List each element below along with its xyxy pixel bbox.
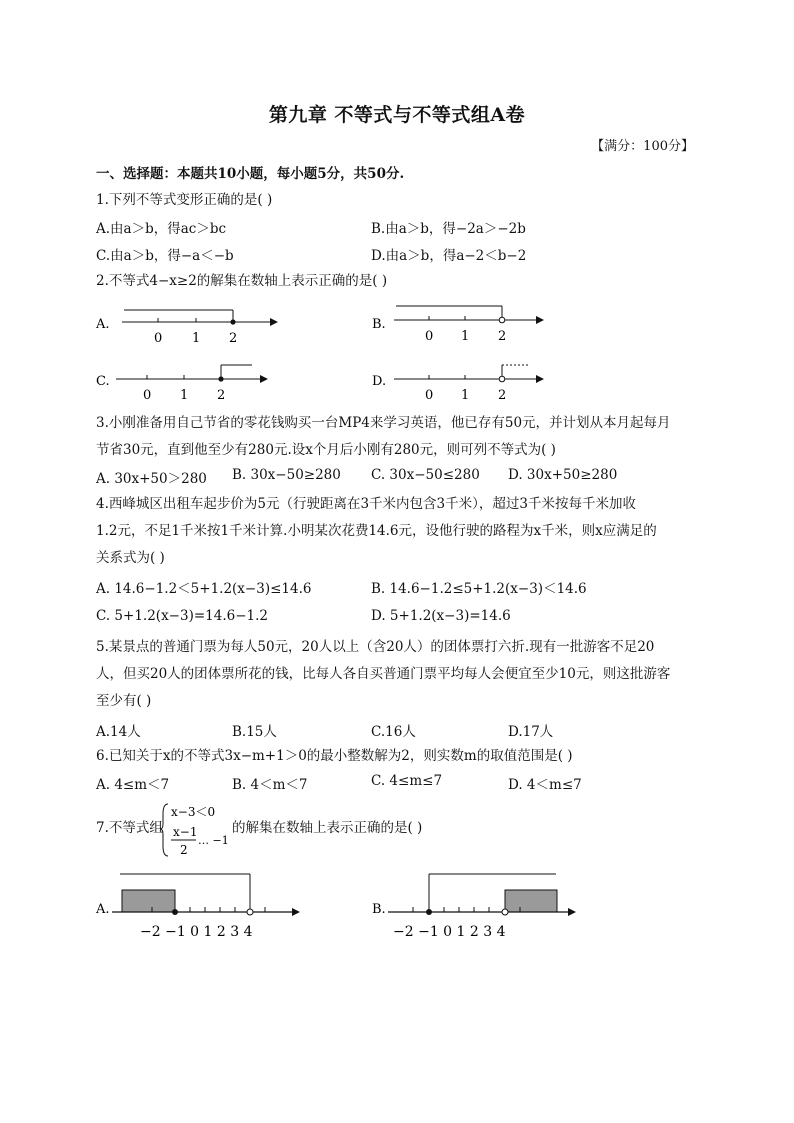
q2-option-d-numberline[interactable] xyxy=(366,357,566,407)
q2-b-label: B. xyxy=(372,317,386,332)
q2-option-b-numberline[interactable] xyxy=(366,300,566,350)
q7-system-eq-1: x−3＜0 xyxy=(171,805,216,819)
q5-option-b[interactable]: B.15人 xyxy=(232,724,277,740)
q2-c-tick-2: 2 xyxy=(217,388,226,403)
q2-a-label: A. xyxy=(96,317,110,332)
q6-option-a[interactable]: A. 4≤m＜7 xyxy=(96,777,170,793)
q2-a-tick-1: 1 xyxy=(192,331,201,346)
q1-option-a[interactable]: A.由a＞b，得ac＞bc xyxy=(96,221,227,237)
q7-b-ticks: −2 −1 0 1 2 3 4 xyxy=(393,924,506,940)
q2-d-tick-0: 0 xyxy=(425,388,434,403)
q2-b-tick-2: 2 xyxy=(498,329,507,344)
q4-option-d[interactable]: D. 5+1.2(x−3)=14.6 xyxy=(371,608,511,624)
q6-option-b[interactable]: B. 4＜m＜7 xyxy=(232,777,308,793)
q5-option-c[interactable]: C.16人 xyxy=(371,724,416,740)
q6-stem: 6.已知关于x的不等式3x−m+1＞0的最小整数解为2，则实数m的取值范围是( ) xyxy=(96,748,573,764)
q1-option-c[interactable]: C.由a＞b，得−a＜−b xyxy=(96,248,234,264)
q2-d-tick-2: 2 xyxy=(498,388,507,403)
q7-stem-prefix: 7.不等式组 xyxy=(96,820,163,836)
q2-a-tick-0: 0 xyxy=(154,331,163,346)
q1-option-b[interactable]: B.由a＞b，得−2a＞−2b xyxy=(371,221,526,237)
q4-option-a[interactable]: A. 14.6−1.2＜5+1.2(x−3)≤14.6 xyxy=(96,581,312,597)
q2-c-tick-1: 1 xyxy=(180,388,189,403)
q4-option-b[interactable]: B. 14.6−1.2≤5+1.2(x−3)＜14.6 xyxy=(371,581,587,597)
q2-c-tick-0: 0 xyxy=(143,388,152,403)
q3-option-c[interactable]: C. 30x−50≤280 xyxy=(371,467,480,483)
q2-stem: 2.不等式4−x≥2的解集在数轴上表示正确的是( ) xyxy=(96,273,388,289)
q7-option-a-numberline[interactable] xyxy=(90,860,310,945)
q7-a-label: A. xyxy=(96,902,110,917)
q4-stem-line-2: 1.2元，不足1千米按1千米计算.小明某次花费14.6元，设他行驶的路程为x千米，则x应满足的 xyxy=(96,523,657,539)
q3-stem-line-1: 3.小刚准备用自己节省的零花钱购买一台MP4来学习英语，他已存有50元，并计划从本月起每月 xyxy=(96,415,671,431)
q7-system-eq-2-relation: … −1 xyxy=(198,834,229,847)
q2-b-tick-0: 0 xyxy=(425,329,434,344)
q5-option-d[interactable]: D.17人 xyxy=(508,724,554,740)
q2-option-a-numberline[interactable] xyxy=(90,300,290,350)
q3-option-d[interactable]: D. 30x+50≥280 xyxy=(508,467,618,483)
q3-stem-line-2: 节省30元，直到他至少有280元.设x个月后小刚有280元，则可列不等式为( ) xyxy=(96,442,556,458)
q2-a-tick-2: 2 xyxy=(229,331,238,346)
q2-b-tick-1: 1 xyxy=(461,329,470,344)
q4-stem-line-3: 关系式为( ) xyxy=(96,550,165,566)
q7-option-b-numberline[interactable] xyxy=(366,860,586,945)
q7-a-ticks: −2 −1 0 1 2 3 4 xyxy=(140,924,253,940)
q6-option-c[interactable]: C. 4≤m≤7 xyxy=(371,773,443,789)
q7-b-label: B. xyxy=(372,902,386,917)
q5-option-a[interactable]: A.14人 xyxy=(96,724,141,740)
section-heading: 一、选择题：本题共10小题，每小题5分，共50分. xyxy=(96,166,405,182)
q3-option-b[interactable]: B. 30x−50≥280 xyxy=(232,467,341,483)
q2-option-c-numberline[interactable] xyxy=(90,357,290,407)
full-score-label: 【满分：100分】 xyxy=(591,139,694,154)
q1-stem: 1.下列不等式变形正确的是( ) xyxy=(96,192,273,208)
q4-stem-line-1: 4.西峰城区出租车起步价为5元（行驶距离在3千米内包含3千米），超过3千米按每千米加收 xyxy=(96,496,636,512)
q2-d-tick-1: 1 xyxy=(461,388,470,403)
q7-stem-suffix: 的解集在数轴上表示正确的是( ) xyxy=(232,820,423,836)
q3-option-a[interactable]: A. 30x+50＞280 xyxy=(96,471,207,487)
q7-inequality-system xyxy=(160,800,230,860)
q2-c-label: C. xyxy=(96,374,110,389)
q7-system-eq-2-numerator: x−1 xyxy=(173,825,198,839)
q5-stem-line-1: 5.某景点的普通门票为每人50元，20人以上（含20人）的团体票打六折.现有一批游客不足20 xyxy=(96,639,655,655)
q5-stem-line-3: 至少有( ) xyxy=(96,693,152,709)
page-title: 第九章 不等式与不等式组A卷 xyxy=(268,104,526,126)
q5-stem-line-2: 人，但买20人的团体票所花的钱，比每人各自买普通门票平均每人会便宜至少10元，则这批游客 xyxy=(96,666,671,682)
q4-option-c[interactable]: C. 5+1.2(x−3)=14.6−1.2 xyxy=(96,608,268,624)
q1-option-d[interactable]: D.由a＞b，得a−2＜b−2 xyxy=(371,248,527,264)
q2-d-label: D. xyxy=(372,374,387,389)
q6-option-d[interactable]: D. 4＜m≤7 xyxy=(508,777,582,793)
q7-system-eq-2-denominator: 2 xyxy=(180,843,188,857)
